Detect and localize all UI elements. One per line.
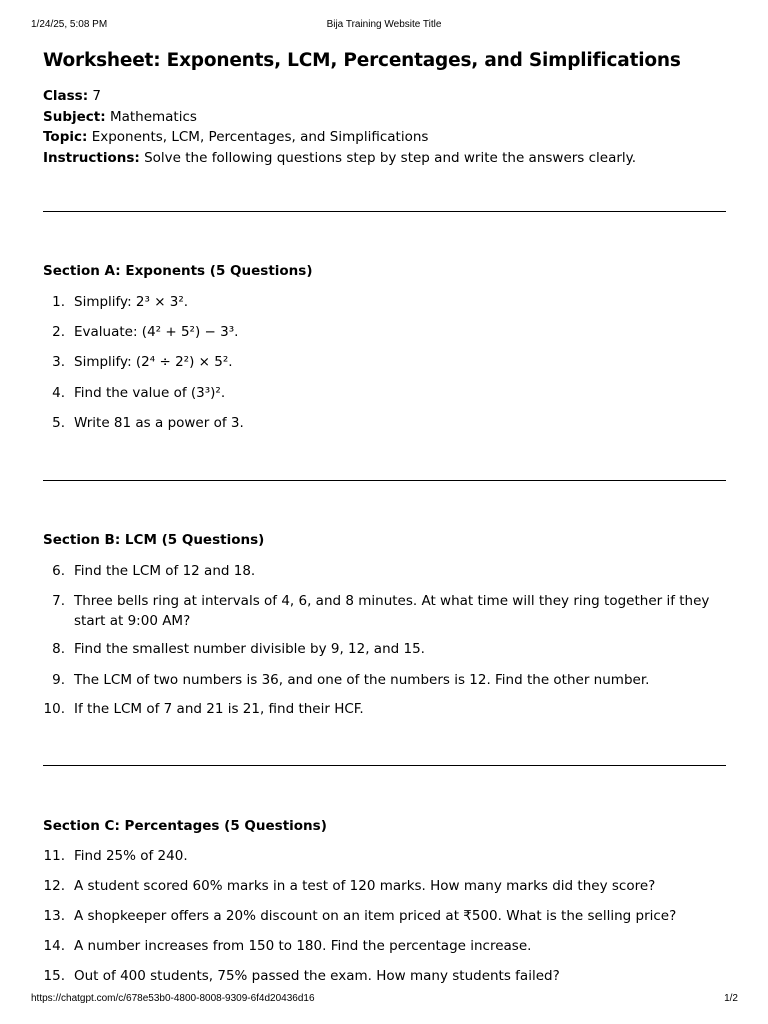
question-text: A shopkeeper offers a 20% discount on an item priced at ₹500. What is the selling price? <box>74 908 677 924</box>
question-text: If the LCM of 7 and 21 is 21, find their HCF. <box>74 701 364 717</box>
question-text: The LCM of two numbers is 36, and one of the numbers is 12. Find the other number. <box>74 672 650 688</box>
question-item <box>43 383 728 403</box>
question-item <box>43 322 728 342</box>
question-number: 7. <box>52 593 65 609</box>
question-number: 5. <box>52 415 65 431</box>
question-number: 13. <box>43 908 65 924</box>
print-page-title: Bija Training Website Title <box>326 19 442 30</box>
question-item <box>43 846 728 866</box>
question-item <box>43 966 728 986</box>
question-item <box>43 292 728 312</box>
question-text: Find the value of (3³)². <box>74 385 226 401</box>
question-text: Out of 400 students, 75% passed the exam. How many students failed? <box>74 968 560 984</box>
question-item <box>43 561 728 581</box>
question-text: Simplify: 2³ × 3². <box>74 294 189 310</box>
meta-label: Instructions: <box>43 149 140 166</box>
worksheet-meta <box>43 86 636 168</box>
question-number: 2. <box>52 324 65 340</box>
question-text: Find 25% of 240. <box>74 848 188 864</box>
meta-label: Subject: <box>43 108 106 125</box>
worksheet-title: Worksheet: Exponents, LCM, Percentages, and Simplifications <box>43 50 681 71</box>
question-number: 10. <box>43 701 65 717</box>
question-item <box>43 699 728 719</box>
question-text: A student scored 60% marks in a test of 120 marks. How many marks did they score? <box>74 878 656 894</box>
section-title: Section A: Exponents (5 Questions) <box>43 263 313 279</box>
question-number: 3. <box>52 354 65 370</box>
question-text: Find the LCM of 12 and 18. <box>74 563 256 579</box>
question-item <box>43 906 728 926</box>
meta-instructions <box>43 148 636 169</box>
print-page-number: 1/2 <box>724 993 738 1004</box>
question-text: Find the smallest number divisible by 9, 12, and 15. <box>74 641 425 657</box>
question-number: 6. <box>52 563 65 579</box>
meta-topic <box>43 127 636 148</box>
question-item <box>43 876 728 896</box>
question-text: Three bells ring at intervals of 4, 6, and 8 minutes. At what time will they ring together if they start at 9:00 AM? <box>74 593 710 629</box>
print-url: https://chatgpt.com/c/678e53b0-4800-8008-9309-6f4d20436d16 <box>31 993 315 1004</box>
print-datetime: 1/24/25, 5:08 PM <box>31 19 108 30</box>
meta-value: Mathematics <box>109 108 197 125</box>
section-divider <box>43 480 726 481</box>
question-text: Simplify: (2⁴ ÷ 2²) × 5². <box>74 354 233 370</box>
question-number: 1. <box>52 294 65 310</box>
meta-value: Exponents, LCM, Percentages, and Simplifications <box>91 129 429 145</box>
meta-label: Topic: <box>43 129 88 145</box>
question-text: Write 81 as a power of 3. <box>74 415 244 431</box>
question-number: 4. <box>52 385 65 401</box>
section-title: Section C: Percentages (5 Questions) <box>43 818 327 834</box>
question-number: 12. <box>43 878 65 894</box>
question-number: 15. <box>43 968 65 984</box>
question-text: Evaluate: (4² + 5²) − 3³. <box>74 324 239 340</box>
meta-class <box>43 86 636 107</box>
meta-label: Class: <box>43 88 89 104</box>
question-item <box>43 591 728 631</box>
question-number: 9. <box>52 672 65 688</box>
meta-value: Solve the following questions step by step and write the answers clearly. <box>144 149 637 166</box>
section-divider <box>43 211 726 212</box>
question-item <box>43 670 728 690</box>
meta-subject <box>43 107 636 128</box>
question-text: A number increases from 150 to 180. Find the percentage increase. <box>74 938 532 954</box>
question-number: 8. <box>52 641 65 657</box>
meta-value: 7 <box>92 88 102 104</box>
question-number: 11. <box>43 848 65 864</box>
section-divider <box>43 765 726 766</box>
question-item <box>43 352 728 372</box>
question-item <box>43 936 728 956</box>
question-number: 14. <box>43 938 65 954</box>
question-item <box>43 413 728 433</box>
question-item <box>43 639 728 659</box>
section-title: Section B: LCM (5 Questions) <box>43 532 265 548</box>
